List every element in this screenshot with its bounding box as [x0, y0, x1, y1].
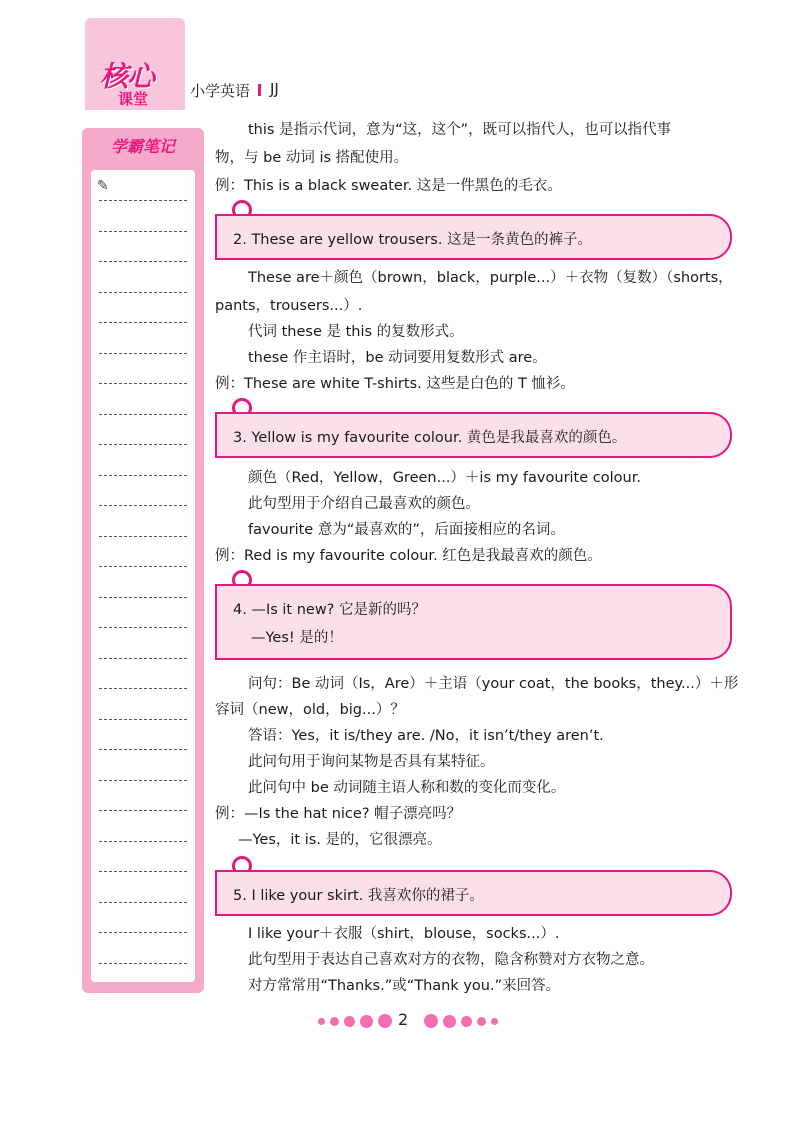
note-line [99, 658, 187, 659]
section-banner [215, 870, 732, 916]
footer-dot [344, 1016, 355, 1027]
footer-dot [360, 1015, 373, 1028]
section-line: 颜色（Red，Yellow，Green...）＋is my favourite colour. [248, 470, 641, 486]
footer-dot [443, 1015, 456, 1028]
note-line [99, 719, 187, 720]
header-subject: 小学英语 [190, 82, 251, 100]
note-line [99, 322, 187, 323]
note-line [99, 383, 187, 384]
note-line [99, 932, 187, 933]
logo-title: 核心 [100, 60, 155, 93]
footer-dot [318, 1018, 325, 1025]
section-line: 此问句中 be 动词随主语人称和数的变化而变化。 [248, 780, 566, 796]
header-divider [258, 84, 261, 96]
note-line [99, 475, 187, 476]
section-line: 答语：Yes，it is/they are. /No，it isn’t/they aren’t. [248, 728, 604, 744]
note-line [99, 627, 187, 628]
section-banner [215, 584, 732, 660]
note-line [99, 414, 187, 415]
section-line: favourite 意为“最喜欢的”，后面接相应的名词。 [248, 522, 565, 538]
sidebar-title: 学霸笔记 [110, 137, 175, 156]
pencil-icon: ✎ [97, 178, 109, 194]
section-line: 对方常常用“Thanks.”或“Thank you.”来回答。 [248, 978, 561, 994]
footer-dot [461, 1016, 472, 1027]
page-number: 2 [398, 1010, 409, 1029]
note-line [99, 292, 187, 293]
note-line [99, 749, 187, 750]
footer-dot [477, 1017, 486, 1026]
notes-paper [91, 170, 195, 982]
note-line [99, 963, 187, 964]
footer-dot [491, 1018, 498, 1025]
banner-text: 5. I like your skirt. 我喜欢你的裙子。 [233, 888, 484, 904]
note-line [99, 780, 187, 781]
footer-dot [378, 1014, 392, 1028]
section-line: 此句型用于表达自己喜欢对方的衣物，隐含称赞对方衣物之意。 [248, 952, 654, 968]
notes-sidebar [82, 128, 204, 993]
intro-example: 例：This is a black sweater. 这是一件黑色的毛衣。 [215, 178, 562, 194]
note-line [99, 505, 187, 506]
note-line [99, 871, 187, 872]
section-line: pants，trousers...）. [215, 298, 363, 314]
intro-line: 物，与 be 动词 is 搭配使用。 [215, 150, 409, 166]
footer-dot [330, 1017, 339, 1026]
note-line [99, 353, 187, 354]
note-line [99, 902, 187, 903]
section-line: These are＋颜色（brown，black，purple...）＋衣物（复数）（shorts， [248, 270, 733, 286]
page-footer [0, 1010, 800, 1034]
banner-text: —Yes! 是的！ [251, 630, 343, 646]
header-edition: JJ [270, 80, 279, 98]
section-line: 问句：Be 动词（Is，Are）＋主语（your coat，the books，they...）＋形 [248, 676, 739, 692]
section-line: 容词（new，old，big...）？ [215, 702, 405, 718]
logo-subtitle: 课堂 [118, 90, 149, 108]
section-line: 此问句用于询问某物是否具有某特征。 [248, 754, 495, 770]
note-line [99, 536, 187, 537]
note-line [99, 231, 187, 232]
section-line: 代词 these 是 this 的复数形式。 [248, 324, 464, 340]
footer-dot [424, 1014, 438, 1028]
section-example: 例：Red is my favourite colour. 红色是我最喜欢的颜色。 [215, 548, 602, 564]
intro-line: this 是指示代词，意为“这，这个”，既可以指代人，也可以指代事 [248, 122, 672, 138]
section-example: 例：—Is the hat nice? 帽子漂亮吗？ [215, 806, 462, 822]
note-line [99, 841, 187, 842]
section-banner [215, 214, 732, 260]
note-line [99, 566, 187, 567]
section-example: —Yes，it is. 是的，它很漂亮。 [238, 832, 442, 848]
banner-text: 2. These are yellow trousers. 这是一条黄色的裤子。 [233, 232, 593, 248]
section-banner [215, 412, 732, 458]
banner-text: 4. —Is it new? 它是新的吗？ [233, 602, 426, 618]
section-line: these 作主语时，be 动词要用复数形式 are。 [248, 350, 547, 366]
note-line [99, 261, 187, 262]
note-line [99, 597, 187, 598]
note-line [99, 200, 187, 201]
section-line: 此句型用于介绍自己最喜欢的颜色。 [248, 496, 480, 512]
section-example: 例：These are white T-shirts. 这些是白色的 T 恤衫。 [215, 376, 575, 392]
note-line [99, 688, 187, 689]
section-line: I like your＋衣服（shirt，blouse，socks...）. [248, 926, 560, 942]
note-line [99, 810, 187, 811]
banner-text: 3. Yellow is my favourite colour. 黄色是我最喜欢的颜色。 [233, 430, 627, 446]
note-line [99, 444, 187, 445]
